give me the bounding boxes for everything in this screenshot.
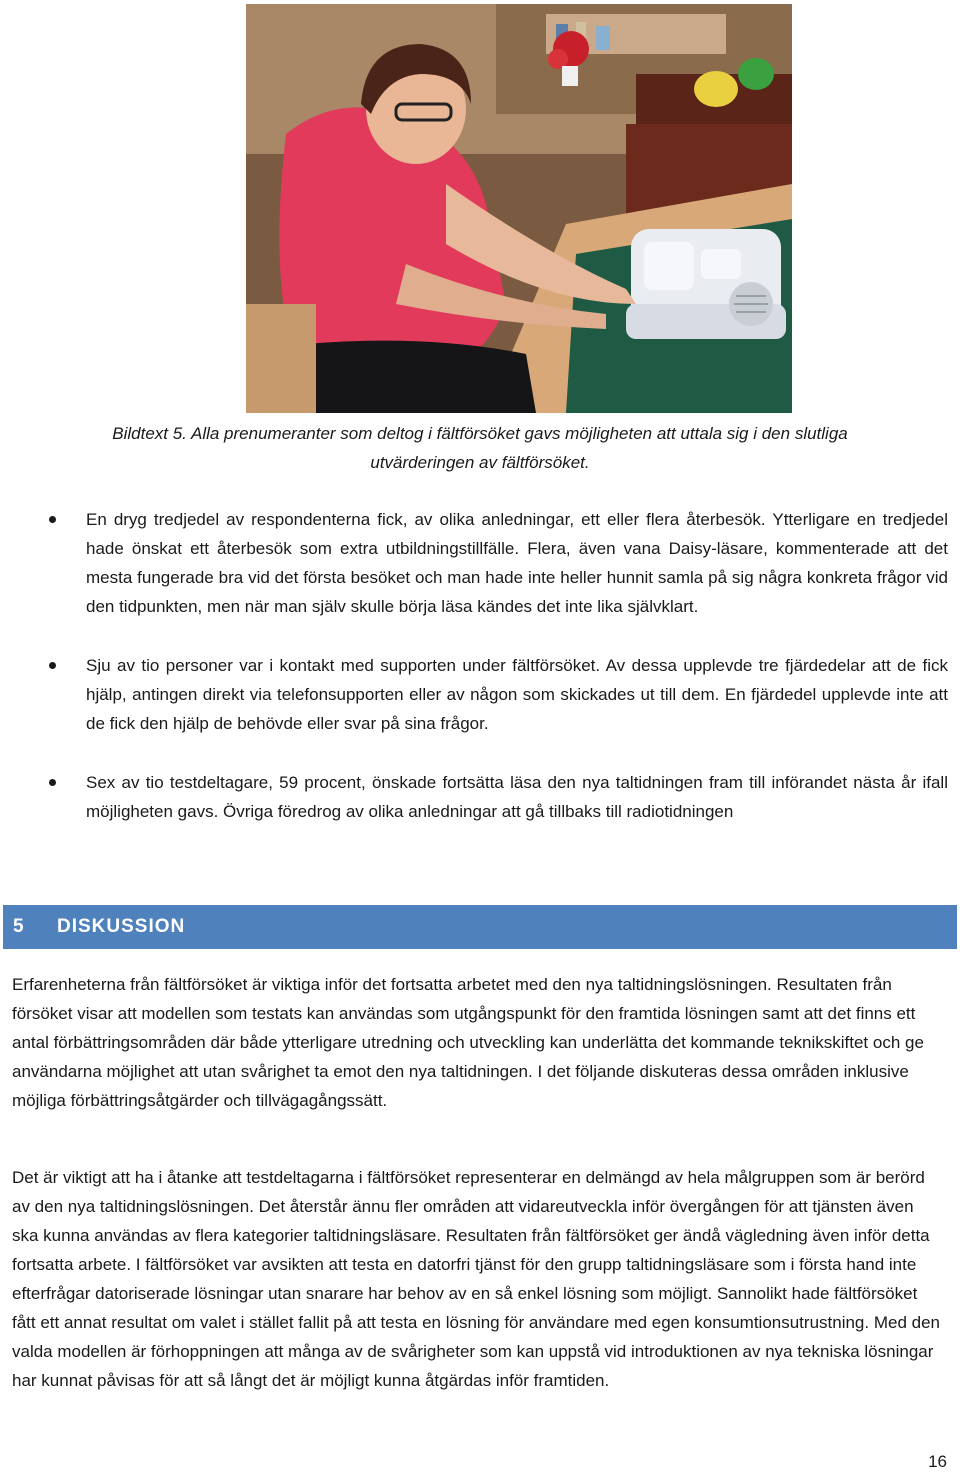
body-paragraph-2: Det är viktigt att ha i åtanke att testdeltagarna i fältförsöket representerar en delmängd av hela målgruppen som är berörd av den nya taltidningslösningen. Det återstår ännu fler områden att vidareutveckla inför övergången för att tjänsten även ska kunna användas av flera kategorier taltidningsläsare. Resultaten från fältförsöket ger ändå vägledning även inför detta fortsatta arbete. I fältförsöket var avsikten att testa en datorfri tjänst för den grupp taltidningsläsare som i första hand inte efterfrågar datoriserade lösningar utan snarare har behov av en så enkel lösning som möjligt. Sannolikt hade fältförsöket fått ett annat resultat om valet i stället fallit på att testa en lösning för användare med egen konsumtionsutrustning. Med den valda modellen är förhoppningen att många av de svårigheter som kan uppstå vid introduktionen av nya tekniska lösningar har kunnat påvisas för att så långt det är möjligt kunna åtgärdas inför framtiden. bbox=[12, 1168, 940, 1390]
photo-illustration bbox=[246, 4, 792, 413]
page-number: 16 bbox=[928, 1452, 947, 1471]
photo-woman-with-daisy-player bbox=[246, 4, 792, 413]
bullet-dot-icon bbox=[49, 516, 56, 523]
section-number: 5 bbox=[13, 916, 25, 937]
list-item bbox=[0, 768, 960, 826]
caption-line-1: Bildtext 5. Alla prenumeranter som deltog i fältförsöket gavs möjligheten att uttala sig i den slutliga bbox=[112, 424, 848, 443]
list-item-text: En dryg tredjedel av respondenterna fick, av olika anledningar, ett eller flera återbesök. Ytterligare en tredjedel hade önskat ett återbesök som extra utbildningstillfälle. Flera, även vana Daisy-läsare, kommenterade att det mesta fungerade bra vid det första besöket och man hade inte heller hunnit samla på sig några konkreta frågor vid den tidpunkten, men när man själv skulle börja läsa kändes det inte lika självklart. bbox=[86, 510, 948, 616]
bullet-dot-icon bbox=[49, 662, 56, 669]
list-item-text: Sex av tio testdeltagare, 59 procent, önskade fortsätta läsa den nya taltidningen fram till införandet nästa år ifall möjligheten gavs. Övriga föredrog av olika anledningar att gå tillbaks till radiotidningen bbox=[86, 773, 948, 821]
list-item bbox=[0, 651, 960, 738]
list-item bbox=[0, 505, 960, 621]
bullet-list bbox=[0, 505, 960, 826]
caption-line-2: utvärderingen av fältförsöket. bbox=[370, 453, 590, 472]
bullet-dot-icon bbox=[49, 779, 56, 786]
section-heading bbox=[3, 905, 957, 949]
figure-caption bbox=[60, 419, 900, 477]
body-paragraph-1: Erfarenheterna från fältförsöket är viktiga inför det fortsatta arbetet med den nya taltidningslösningen. Resultaten från försöket visar att modellen som testats kan användas som utgångspunkt för den framtida lösningen samt att det finns ett antal förbättringsområden där både ytterligare utredning och utveckling kan underlätta det kommande teknikskiftet och ge användarna möjlighet att utan svårighet ta emot den nya taltidningen. I det följande diskuteras dessa områden inklusive möjliga förbättringsåtgärder och tillvägagångssätt. bbox=[12, 975, 924, 1110]
section-title: DISKUSSION bbox=[57, 916, 186, 937]
list-item-text: Sju av tio personer var i kontakt med supporten under fältförsöket. Av dessa upplevde tre fjärdedelar att de fick hjälp, antingen direkt via telefonsupporten eller av någon som skickades ut till dem. En fjärdedel upplevde inte att de fick den hjälp de behövde eller svar på sina frågor. bbox=[86, 656, 948, 733]
